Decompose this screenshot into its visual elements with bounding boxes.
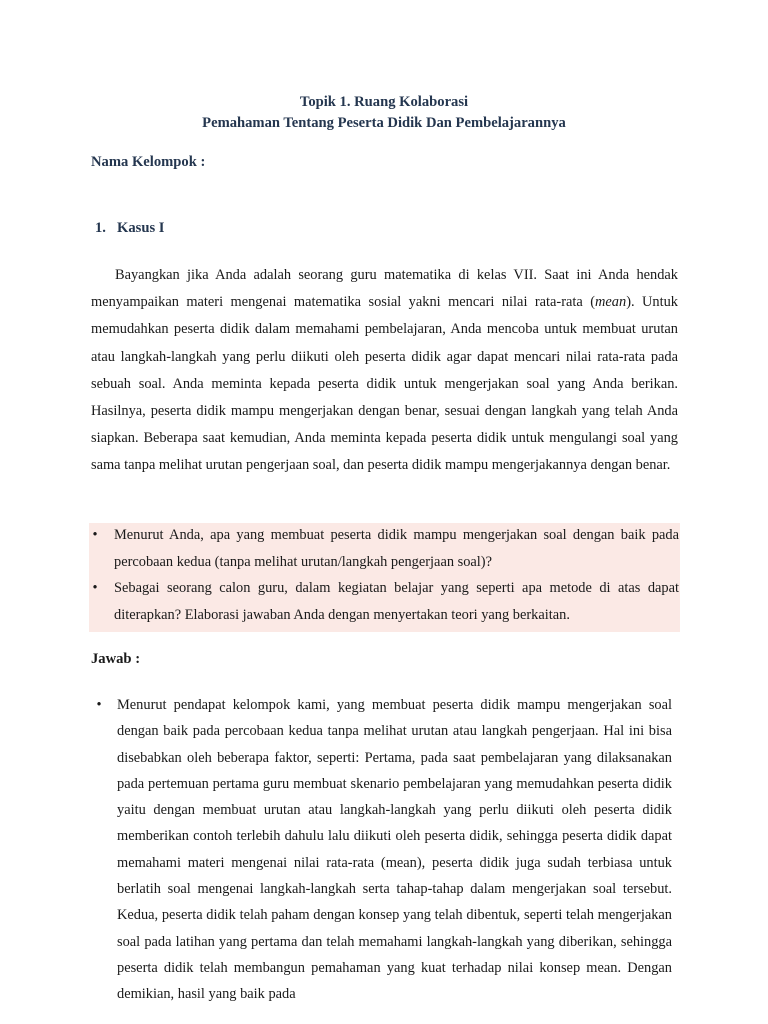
list-item	[89, 522, 679, 575]
answer-text: Menurut pendapat kelompok kami, yang membuat peserta didik mampu mengerjakan soal dengan baik pada percobaan kedua tanpa melihat urutan atau langkah pengerjaan. Hal ini bisa disebabkan oleh beberapa faktor, seperti: Pertama, pada saat pembelajaran yang dilaksanakan pada pertemuan pertama guru membuat skenario pembelajaran yang memudahkan peserta didik yaitu dengan membuat urutan atau langkah-langkah yang perlu diikuti oleh peserta didik memberikan contoh terlebih dahulu lalu diikuti oleh peserta didik, sehingga peserta didik dapat memahami materi mengenai nilai rata-rata (mean), peserta didik juga sudah terbiasa untuk berlatih soal mengenai langkah-langkah serta tahap-tahap dalam mengerjakan soal tersebut. Kedua, peserta didik telah paham dengan konsep yang telah dibentuk, seperti telah mengerjakan soal pada latihan yang pertama dan telah memahami langkah-langkah yang diberikan, sehingga peserta didik telah membangun pemahaman yang kuat terhadap nilai konsep mean. Dengan demikian, hasil yang baik pada	[117, 697, 672, 1003]
bullet-icon: •	[96, 697, 102, 713]
document-subtitle: Pemahaman Tentang Peserta Didik Dan Pembelajarannya	[202, 115, 566, 131]
document-title: Topik 1. Ruang Kolaborasi	[299, 94, 469, 110]
case-title: Kasus I	[117, 220, 165, 236]
answer-list	[91, 692, 672, 1008]
list-item	[91, 692, 672, 1008]
bullet-icon: •	[92, 527, 98, 543]
case-text-start: Bayangkan jika Anda adalah seorang guru matematika di kelas VII. Saat ini Anda hendak menyampaikan materi mengenai matematika sosial yakni mencari nilai rata-rata (	[91, 267, 678, 311]
case-heading	[95, 220, 164, 237]
title-block	[0, 92, 768, 134]
answer-label: Jawab :	[91, 651, 141, 667]
list-item	[89, 575, 679, 628]
case-text-end: ). Untuk memudahkan peserta didik dalam memahami pembelajaran, Anda mencoba untuk membuat urutan atau langkah-langkah yang perlu diikuti oleh peserta didik agar dapat mencari nilai rata-rata pada sebuah soal. Anda meminta kepada peserta didik untuk mengerjakan soal yang Anda berikan. Hasilnya, peserta didik mampu mengerjakan dengan benar, sesuai dengan langkah yang telah Anda siapkan. Beberapa saat kemudian, Anda meminta kepada peserta didik untuk mengulangi soal yang sama tanpa melihat urutan pengerjaan soal, dan peserta didik mampu mengerjakannya dengan benar.	[91, 294, 679, 474]
question-text: Menurut Anda, apa yang membuat peserta didik mampu mengerjakan soal dengan baik pada percobaan kedua (tanpa melihat urutan/langkah pengerjaan soal)?	[114, 527, 679, 570]
question-list	[89, 522, 679, 628]
case-text-italic: mean	[595, 294, 627, 311]
group-name-label: Nama Kelompok :	[91, 154, 206, 170]
bullet-icon: •	[92, 580, 98, 596]
question-text: Sebagai seorang calon guru, dalam kegiatan belajar yang seperti apa metode di atas dapat diterapkan? Elaborasi jawaban Anda dengan menyertakan teori yang berkaitan.	[114, 580, 679, 623]
case-paragraph	[91, 262, 678, 480]
case-number: 1.	[95, 220, 106, 236]
